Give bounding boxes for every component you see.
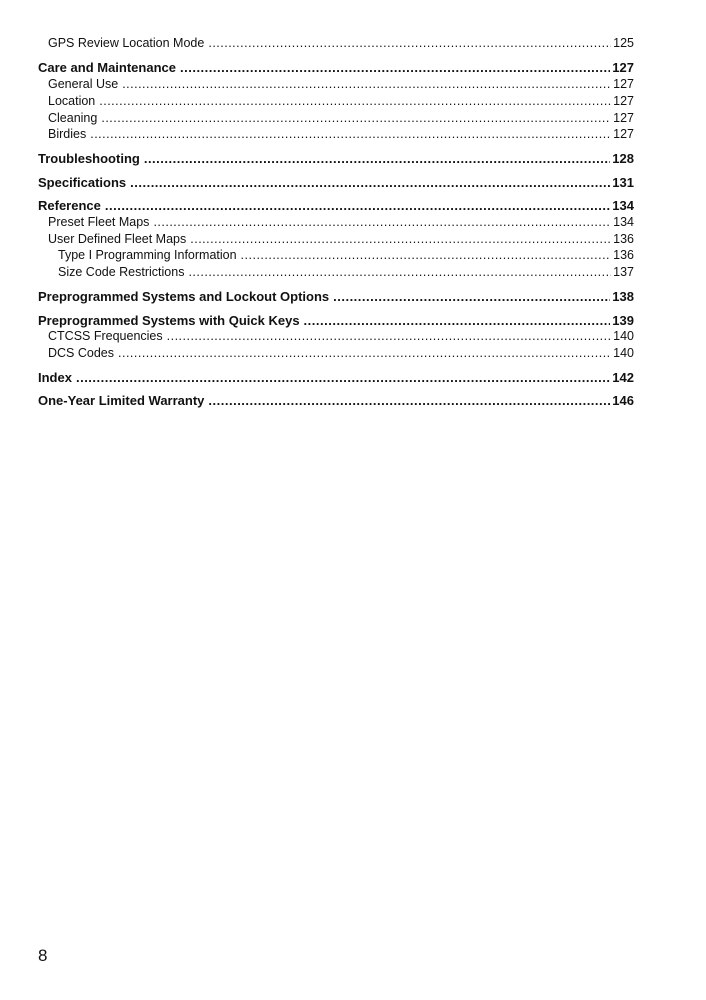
toc-entry-title: Type I Programming Information — [58, 248, 237, 262]
toc-entry-title: Specifications — [38, 175, 127, 190]
toc-entry[interactable] — [38, 312, 634, 329]
toc-entry-title: Reference — [38, 198, 101, 213]
toc-entry-page: 140 — [613, 329, 634, 343]
toc-entry-page: 134 — [612, 198, 634, 213]
toc-entry-page: 127 — [613, 77, 634, 91]
toc-entry-page: 137 — [613, 265, 634, 279]
toc-leader-dots — [130, 174, 610, 191]
toc-entry-page: 127 — [613, 127, 634, 141]
toc-leader-dots — [167, 328, 612, 345]
toc-entry[interactable] — [38, 369, 634, 386]
toc-entry-page: 146 — [612, 393, 634, 408]
toc-entry[interactable] — [48, 35, 634, 52]
toc-entry-title: Care and Maintenance — [38, 60, 176, 75]
toc-leader-dots — [180, 59, 610, 76]
toc-leader-dots — [76, 369, 610, 386]
toc-leader-dots — [99, 93, 611, 110]
toc-leader-dots — [144, 150, 610, 167]
toc-entry-title: General Use — [48, 77, 119, 91]
toc-leader-dots — [208, 392, 610, 409]
toc-leader-dots — [90, 126, 611, 143]
toc-entry-page: 127 — [612, 60, 634, 75]
toc-entry[interactable] — [38, 174, 634, 191]
toc-entry-title: Preset Fleet Maps — [48, 215, 150, 229]
toc-leader-dots — [304, 312, 611, 329]
toc-entry-title: Preprogrammed Systems and Lockout Options — [38, 289, 330, 304]
toc-leader-dots — [190, 231, 611, 248]
toc-leader-dots — [101, 110, 611, 127]
toc-entry[interactable] — [38, 288, 634, 305]
toc-leader-dots — [153, 214, 611, 231]
page-number: 8 — [38, 946, 48, 965]
toc-entry-page: 136 — [613, 232, 634, 246]
toc-entry[interactable] — [48, 126, 634, 143]
toc-entry[interactable] — [48, 231, 634, 248]
toc-entry-page: 125 — [613, 36, 634, 50]
toc-entry[interactable] — [58, 264, 634, 281]
toc-entry-page: 127 — [613, 94, 634, 108]
toc-entry[interactable] — [48, 93, 634, 110]
toc-entry-title: GPS Review Location Mode — [48, 36, 205, 50]
toc-entry[interactable] — [48, 110, 634, 127]
toc-entry-page: 128 — [612, 151, 634, 166]
toc-entry-page: 138 — [612, 289, 634, 304]
toc-leader-dots — [118, 345, 611, 362]
toc-entry-title: Location — [48, 94, 96, 108]
toc-entry-page: 136 — [613, 248, 634, 262]
toc-entry[interactable] — [38, 392, 634, 409]
toc-entry-title: Index — [38, 370, 72, 385]
toc-leader-dots — [105, 197, 610, 214]
toc-entry[interactable] — [48, 214, 634, 231]
toc-entry-title: CTCSS Frequencies — [48, 329, 163, 343]
toc-entry[interactable] — [38, 197, 634, 214]
toc-entry-title: DCS Codes — [48, 346, 114, 360]
toc-entry-title: Birdies — [48, 127, 87, 141]
toc-entry-title: One-Year Limited Warranty — [38, 393, 205, 408]
toc-entry-page: 139 — [612, 313, 634, 328]
toc-entry-page: 131 — [612, 175, 634, 190]
toc-entry-title: Size Code Restrictions — [58, 265, 185, 279]
toc-leader-dots — [333, 288, 610, 305]
toc-entry[interactable] — [38, 150, 634, 167]
toc-entry[interactable] — [58, 247, 634, 264]
toc-entry-page: 134 — [613, 215, 634, 229]
toc-leader-dots — [188, 264, 611, 281]
toc-entry-page: 142 — [612, 370, 634, 385]
toc-entry[interactable] — [48, 328, 634, 345]
toc-entry[interactable] — [48, 345, 634, 362]
toc-leader-dots — [122, 76, 611, 93]
toc-entry-title: Preprogrammed Systems with Quick Keys — [38, 313, 300, 328]
toc-entry-page: 127 — [613, 111, 634, 125]
toc-entry-page: 140 — [613, 346, 634, 360]
toc-entry[interactable] — [38, 59, 634, 76]
toc-leader-dots — [241, 247, 612, 264]
toc-entry[interactable] — [48, 76, 634, 93]
toc-leader-dots — [208, 35, 611, 52]
toc-entry-title: Troubleshooting — [38, 151, 140, 166]
toc-entry-title: Cleaning — [48, 111, 98, 125]
toc-entry-title: User Defined Fleet Maps — [48, 232, 187, 246]
